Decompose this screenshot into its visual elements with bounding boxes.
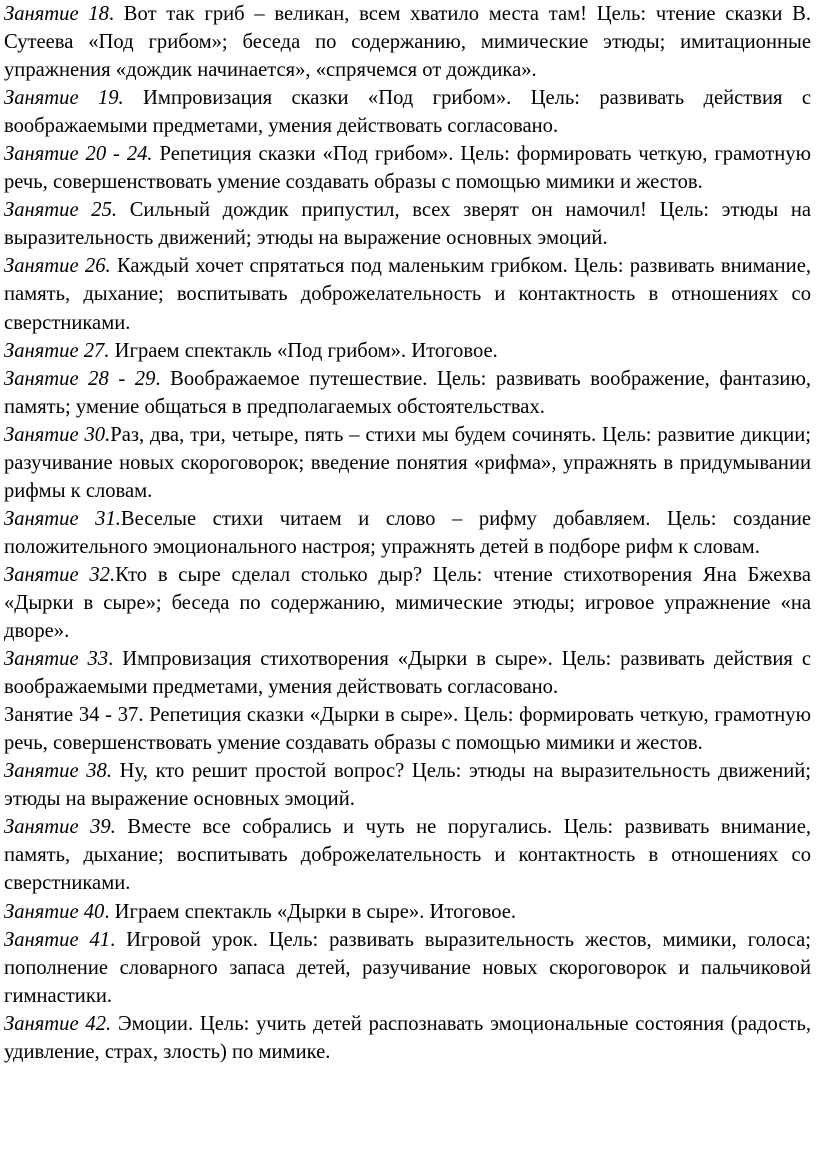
lesson-entry-28-29 (4, 365, 811, 421)
lesson-label-separator: . (104, 900, 110, 923)
lesson-entry-39 (4, 813, 811, 897)
lesson-entry-33 (4, 645, 811, 701)
lesson-label: Занятие 28 - 29 (4, 367, 156, 390)
lesson-label: Занятие 34 - 37. (4, 704, 144, 727)
lesson-label: Занятие 40 (4, 900, 105, 923)
lesson-text: Игровой урок. Цель: развивать выразительность жестов, мимики, голоса; пополнение словарного запаса детей, разучивание новых скороговорок и пальчиковой гимнастики. (4, 928, 811, 1007)
lesson-text: Импровизация сказки «Под грибом». Цель: развивать действия с воображаемыми предметами, умения действовать согласовано. (4, 87, 811, 138)
lesson-label: Занятие 42. (4, 1012, 112, 1035)
lesson-entry-18 (4, 0, 811, 84)
lesson-label: Занятие 19. (4, 87, 124, 110)
lesson-text: Каждый хочет спрятаться под маленьким грибком. Цель: развивать внимание, память, дыхание; воспитывать доброжелательность и контактность в отношениях со сверстниками. (4, 255, 811, 334)
lesson-entry-32 (4, 561, 811, 645)
lesson-label-separator: . (108, 3, 115, 25)
lesson-text: Кто в сыре сделал столько дыр? Цель: чтение стихотворения Яна Бжехва «Дырки в сыре»; беседа по содержанию, мимические этюды; игровое упражнение «на дворе». (4, 563, 811, 643)
lesson-text: Вместе все собрались и чуть не поругались. Цель: развивать внимание, память, дыхание; воспитывать доброжелательность и контактность в отношениях со сверстниками. (4, 816, 811, 895)
lesson-text: Воображаемое путешествие. Цель: развивать воображение, фантазию, память; умение общаться в предполагаемых обстоятельствах. (4, 367, 811, 418)
lesson-text: Репетиция сказки «Дырки в сыре». Цель: формировать четкую, грамотную речь, совершенствовать умение создавать образы с помощью мимики и жестов. (4, 704, 811, 755)
lesson-entry-38 (4, 757, 811, 813)
lesson-entry-19 (4, 84, 811, 140)
lesson-label: Занятие 18 (4, 3, 109, 25)
lesson-entry-27 (4, 337, 811, 365)
lesson-label: Занятие 30. (4, 423, 111, 446)
lesson-text: Играем спектакль «Под грибом». Итоговое. (109, 339, 498, 362)
lesson-label: Занятие 25. (4, 199, 118, 222)
lesson-entry-25 (4, 196, 811, 252)
lesson-entry-30 (4, 421, 811, 505)
lesson-text: Репетиция сказки «Под грибом». Цель: формировать четкую, грамотную речь, совершенствовать умение создавать образы с помощью мимики и жестов. (4, 143, 811, 194)
lesson-label: Занятие 27. (4, 339, 110, 362)
lesson-label-separator: . (155, 367, 161, 390)
lesson-text: Веселые стихи читаем и слово – рифму добавляем. Цель: создание положительного эмоционального настроя; упражнять детей в подборе рифм к словам. (4, 507, 811, 558)
lesson-label: Занятие 39. (4, 816, 116, 839)
lesson-entry-26 (4, 252, 811, 336)
lesson-text: Сильный дождик припустил, всех зверят он намочил! Цель: этюды на выразительность движений; этюды на выражение основных эмоций. (4, 199, 811, 250)
lesson-entry-41 (4, 926, 811, 1010)
lesson-text: Раз, два, три, четыре, пять – стихи мы будем сочинять. Цель: развитие дикции; разучивание новых скороговорок; введение понятия «рифма», упражнять в придумывании рифмы к словам. (4, 423, 812, 502)
lesson-text: Эмоции. Цель: учить детей распознавать эмоциональные состояния (радость, удивление, страх, злость) по мимике. (4, 1012, 811, 1063)
lesson-label: Занятие 20 - 24. (4, 143, 153, 166)
lesson-label-separator: . (110, 928, 116, 951)
lesson-text: Ну, кто решит простой вопрос? Цель: этюды на выразительность движений; этюды на выражение основных эмоций. (4, 760, 812, 811)
lesson-entry-20-24 (4, 140, 811, 196)
lesson-text: Импровизация стихотворения «Дырки в сыре». Цель: развивать действия с воображаемыми предметами, умения действовать согласовано. (4, 648, 811, 699)
lesson-entry-34-37 (4, 701, 811, 757)
lesson-entry-42 (4, 1010, 811, 1066)
lesson-label: Занятие 32. (4, 563, 116, 586)
lesson-label-separator: . (108, 648, 114, 671)
lesson-label: Занятие 33 (4, 648, 109, 671)
lesson-label: Занятие 31. (4, 507, 121, 530)
lesson-text: Играем спектакль «Дырки в сыре». Итоговое. (109, 900, 517, 923)
lesson-text: Вот так гриб – великан, всем хватило места там! Цель: чтение сказки В. Сутеева «Под грибом»; беседа по содержанию, мимические этюды; имитационные упражнения «дождик начинается», «спрячемся от дождика». (4, 3, 811, 82)
lesson-label: Занятие 41 (4, 928, 111, 951)
lesson-entry-40 (4, 898, 811, 926)
lesson-entry-31 (4, 505, 811, 561)
lesson-label: Занятие 38. (4, 760, 112, 783)
lesson-label: Занятие 26. (4, 255, 111, 278)
